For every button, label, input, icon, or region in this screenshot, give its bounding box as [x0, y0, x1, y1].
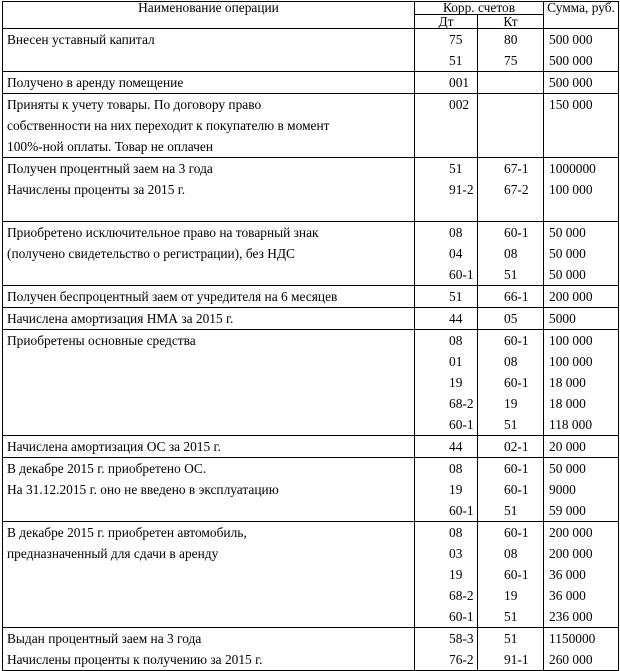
debit-account: 03	[449, 546, 463, 561]
amount: 9000	[549, 482, 576, 497]
credit-account-cell	[478, 222, 544, 286]
operation-description-cell	[3, 29, 415, 72]
credit-account-cell	[478, 29, 544, 72]
operation-description: Приняты к учету товары. По договору право	[7, 97, 262, 112]
credit-account	[478, 94, 543, 115]
operation-description-cell	[3, 286, 415, 308]
operation-description-cell	[3, 458, 415, 522]
header-debit: Дт	[415, 15, 478, 29]
amount: 100 000	[549, 333, 593, 348]
operations-table	[2, 1, 619, 671]
amount: 1000000	[549, 161, 596, 176]
table-row	[3, 222, 619, 286]
debit-account: 60-1	[449, 417, 474, 432]
credit-account: 60-1	[504, 461, 529, 476]
operation-description: собственности на них переходит к покупателю в момент	[7, 118, 330, 133]
credit-account: 05	[504, 311, 518, 326]
credit-account: 51	[504, 609, 518, 624]
operation-description: В декабре 2015 г. приобретено ОС.	[7, 461, 207, 476]
credit-account: 51	[504, 503, 518, 518]
credit-account: 91-1	[504, 652, 529, 667]
table-row	[3, 158, 619, 222]
header-operation-name: Наименование операции	[3, 2, 415, 29]
operation-description-cell	[3, 330, 415, 436]
header-corr-accounts: Корр. счетов	[415, 2, 544, 15]
credit-account: 51	[504, 267, 518, 282]
table-row	[3, 436, 619, 458]
amount: 20 000	[549, 439, 586, 454]
amount-cell	[544, 72, 619, 94]
credit-account-cell	[478, 436, 544, 458]
amount: 59 000	[549, 503, 586, 518]
debit-account-cell	[415, 286, 478, 308]
credit-account-cell	[478, 522, 544, 628]
amount: 1150000	[549, 631, 596, 646]
credit-account-cell	[478, 158, 544, 222]
amount-cell	[544, 29, 619, 72]
debit-account-cell	[415, 308, 478, 330]
debit-account: 91-2	[449, 182, 474, 197]
amount: 200 000	[549, 525, 593, 540]
operation-description-cell	[3, 436, 415, 458]
debit-account: 19	[449, 375, 463, 390]
amount: 118 000	[549, 417, 593, 432]
table-row	[3, 286, 619, 308]
operations-table-body	[3, 2, 619, 671]
debit-account-cell	[415, 29, 478, 72]
amount: 200 000	[549, 546, 593, 561]
table-row	[3, 628, 619, 671]
credit-account-cell	[478, 308, 544, 330]
debit-account: 60-1	[449, 609, 474, 624]
operation-description-cell	[3, 222, 415, 286]
credit-account: 51	[504, 631, 518, 646]
debit-account: 19	[449, 482, 463, 497]
amount-cell	[544, 458, 619, 522]
operation-description: Выдан процентный заем на 3 года	[7, 631, 202, 646]
debit-account: 51	[449, 53, 463, 68]
amount: 500 000	[549, 53, 593, 68]
credit-account-cell	[478, 286, 544, 308]
operation-description: Получен беспроцентный заем от учредителя на 6 месяцев	[7, 289, 338, 304]
amount: 36 000	[549, 567, 586, 582]
credit-account: 67-1	[504, 161, 529, 176]
credit-account-cell	[478, 330, 544, 436]
credit-account: 08	[504, 546, 518, 561]
amount: 18 000	[549, 396, 586, 411]
amount-cell	[544, 158, 619, 222]
credit-account: 66-1	[504, 289, 529, 304]
table-row	[3, 308, 619, 330]
amount-cell	[544, 436, 619, 458]
operation-description	[3, 200, 414, 221]
amount: 260 000	[549, 652, 593, 667]
amount-cell	[544, 330, 619, 436]
debit-account: 51	[449, 289, 463, 304]
table-row	[3, 522, 619, 628]
debit-account: 08	[449, 333, 463, 348]
credit-account: 60-1	[504, 375, 529, 390]
table-header-row	[3, 2, 619, 15]
amount: 5000	[549, 311, 576, 326]
amount: 50 000	[549, 246, 586, 261]
amount-cell	[544, 308, 619, 330]
debit-account-cell	[415, 222, 478, 286]
operation-description: Начислена амортизация НМА за 2015 г.	[7, 311, 234, 326]
debit-account: 04	[449, 246, 463, 261]
debit-account-cell	[415, 72, 478, 94]
debit-account-cell	[415, 330, 478, 436]
credit-account: 08	[504, 354, 518, 369]
debit-account: 44	[449, 439, 463, 454]
debit-account: 76-2	[449, 652, 474, 667]
operation-description: Приобретены основные средства	[7, 333, 196, 348]
credit-account: 60-1	[504, 482, 529, 497]
operation-description: Начислены проценты к получению за 2015 г.	[7, 652, 263, 667]
debit-account: 01	[449, 354, 463, 369]
operation-description: Получен процентный заем на 3 года	[7, 161, 213, 176]
amount-cell	[544, 286, 619, 308]
debit-account: 08	[449, 525, 463, 540]
debit-account: 51	[449, 161, 463, 176]
operation-description: Приобретено исключительное право на товарный знак	[7, 225, 319, 240]
debit-account: 68-2	[449, 396, 474, 411]
operation-description-cell	[3, 158, 415, 222]
credit-account	[478, 72, 543, 93]
table-row	[3, 94, 619, 158]
amount-cell	[544, 628, 619, 671]
debit-account: 19	[449, 567, 463, 582]
table-row	[3, 458, 619, 522]
header-credit: Кт	[478, 15, 544, 29]
operation-description-cell	[3, 72, 415, 94]
debit-account-cell	[415, 522, 478, 628]
amount: 18 000	[549, 375, 586, 390]
debit-account-cell	[415, 436, 478, 458]
debit-account: 002	[449, 97, 470, 112]
amount: 36 000	[549, 588, 586, 603]
amount: 236 000	[549, 609, 593, 624]
credit-account-cell	[478, 628, 544, 671]
debit-account-cell	[415, 458, 478, 522]
amount: 500 000	[549, 32, 593, 47]
debit-account: 001	[449, 75, 470, 90]
debit-account-cell	[415, 628, 478, 671]
amount: 100 000	[549, 182, 593, 197]
credit-account: 80	[504, 32, 518, 47]
debit-account: 68-2	[449, 588, 474, 603]
operation-description: (получено свидетельство о регистрации), без НДС	[7, 246, 295, 261]
table-row	[3, 330, 619, 436]
debit-account: 08	[449, 461, 463, 476]
credit-account: 51	[504, 417, 518, 432]
credit-account: 19	[504, 396, 518, 411]
debit-account: 75	[449, 32, 463, 47]
debit-account: 08	[449, 225, 463, 240]
amount: 200 000	[549, 289, 593, 304]
debit-account-cell	[415, 94, 478, 158]
credit-account: 60-1	[504, 567, 529, 582]
amount: 50 000	[549, 461, 586, 476]
amount-cell	[544, 522, 619, 628]
credit-account: 75	[504, 53, 518, 68]
operation-description-cell	[3, 628, 415, 671]
operation-description: На 31.12.2015 г. оно не введено в эксплуатацию	[7, 482, 279, 497]
amount: 50 000	[549, 225, 586, 240]
operation-description-cell	[3, 308, 415, 330]
table-row	[3, 29, 619, 72]
operation-description: Внесен уставный капитал	[7, 32, 155, 47]
amount: 500 000	[549, 75, 593, 90]
operation-description: Начислена амортизация ОС за 2015 г.	[7, 439, 221, 454]
operation-description: 100%-ной оплаты. Товар не оплачен	[7, 139, 214, 154]
amount: 50 000	[549, 267, 586, 282]
credit-account: 67-2	[504, 182, 529, 197]
amount-cell	[544, 222, 619, 286]
debit-account: 60-1	[449, 267, 474, 282]
credit-account-cell	[478, 458, 544, 522]
operation-description-cell	[3, 94, 415, 158]
operation-description-cell	[3, 522, 415, 628]
debit-account: 44	[449, 311, 463, 326]
credit-account: 19	[504, 588, 518, 603]
credit-account: 60-1	[504, 525, 529, 540]
credit-account-cell	[478, 94, 544, 158]
amount: 100 000	[549, 354, 593, 369]
debit-account-cell	[415, 158, 478, 222]
header-amount: Сумма, руб.	[544, 2, 619, 29]
credit-account: 02-1	[504, 439, 529, 454]
credit-account: 08	[504, 246, 518, 261]
debit-account: 58-3	[449, 631, 474, 646]
operation-description: предназначенный для сдачи в аренду	[7, 546, 219, 561]
operation-description: Получено в аренду помещение	[7, 75, 184, 90]
table-row	[3, 72, 619, 94]
amount-cell	[544, 94, 619, 158]
operation-description: В декабре 2015 г. приобретен автомобиль,	[7, 525, 247, 540]
amount: 150 000	[549, 97, 593, 112]
credit-account-cell	[478, 72, 544, 94]
operation-description: Начислены проценты за 2015 г.	[7, 182, 186, 197]
credit-account: 60-1	[504, 333, 529, 348]
debit-account: 60-1	[449, 503, 474, 518]
credit-account: 60-1	[504, 225, 529, 240]
